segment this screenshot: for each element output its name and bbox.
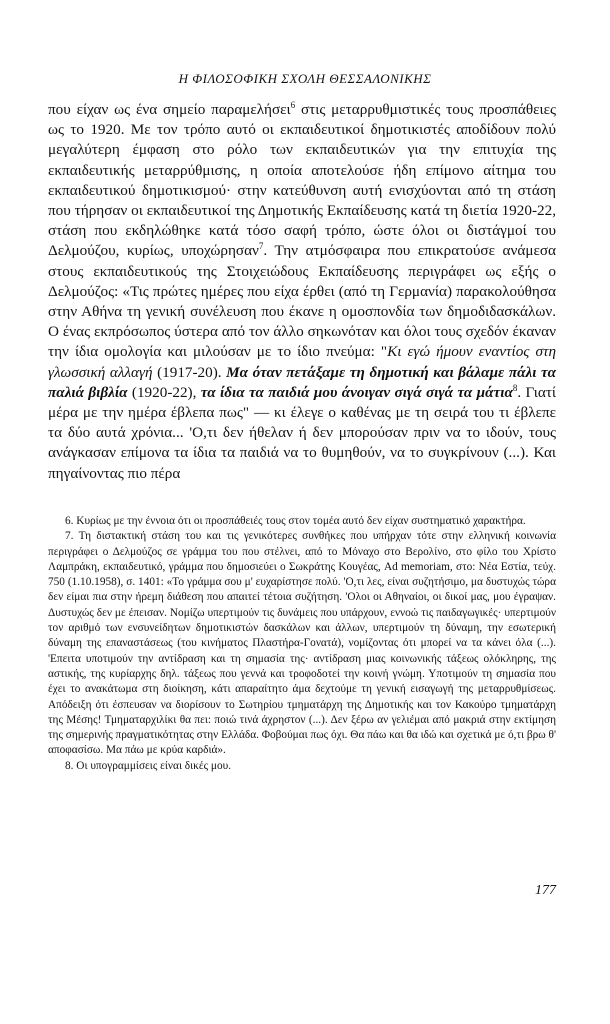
body-text-run: στις μεταρρυθμιστικές τους προσπάθειες ως το 1920. Με τον τρόπο αυτό οι εκπαιδευτικοί δημοτικιστές αποδίδουν πολύ μεγαλύτερη έμφαση στο ρόλο των εκπαιδευτικών για την επιτυχία της εκπαιδευτικής μεταρρύθμισης, η οποία αποτελούσε ήδη επίμονο αίτημα του εκπαιδευτικού δημοτικισμού· στην κατεύθυνση αυτή ενισχύονται από τη στάση που τήρησαν οι εκπαιδευτικοί της Δημοτικής Εκπαίδευσης κατά τη διετία 1920-22, στάση που εκδηλώθηκε κατά τόσο σαφή τρόπο, ώστε όλοι οι διστάγμοί του Δελμούζου, κυρίως, υποχώρησαν: [48, 101, 556, 260]
body-text-run: (1920-22),: [127, 383, 201, 401]
footnote-reference: 8: [512, 382, 518, 393]
footnote: 6. Κυρίως με την έννοια ότι οι προσπάθειές τους στον τομέα αυτό δεν είχαν συστηματικό χαρακτήρα.: [65, 515, 526, 527]
footnote: 7. Τη διστακτική στάση του και τις γενικότερες συνθήκες που υπήρχαν τότε στην ελληνική κοινωνία περιγράφει ο Δελμούζος σε γράμμα του που στέλνει, από το Μόναχο στο Βερολίνο, στο φίλο του Χρίστο Λαμπράκη, εκπαιδευτικό, γράμμα που δημοσιεύει ο Σωκράτης Κουγέας, Ad memoriam, στο: Νέα Εστία, τεύχ. 750 (1.10.1958), σ. 1401: «Το γράμμα σου μ' ευχαρίστησε πολύ. 'Ο,τι λες, είναι συζητήσιμο, μα δυστυχώς τώρα δεν είμαι πια στην ήρεμη διάθεση που απαιτεί τέτοια συζήτηση. 'Ολοι οι Αθηναίοι, οι δικοί μας, μου έγραψαν. Δυστυχώς δεν με έπεισαν. Νομίζω υπερτιμούν τις δυνάμεις που υπάρχουν, εννοώ τις παιδαγωγικές· υπερτιμούν τον αριθμό των ενσυνείδητων δημοτικιστών δασκάλων και άλλων, υπερτιμούν τη δύναμη, την εσωτερική δύναμη της επαναστάσεως (του κινήματος Πλαστήρα-Γονατά), νομίζοντας ότι μπορεί να τα κάνει όλα (...). 'Επειτα υποτιμούν την αντίδραση και τη σημασία της· αντίδραση μιας κοινωνικής τάξεως ολόκληρης, της αστικής, της κυρίαρχης δηλ. τάξεως που γεννά και τροφοδοτεί την κοινή γνώμη. Υποτιμούν τη σημασία που έχει το ανακάτωμα στη διοίκηση, κάτι απαραίτητο άμα δεχτούμε τη γενική εισαγωγή της μεταρρυθμίσεως. Απόδειξη ότι έσπευσαν να διορίσουν το Σωτηρίου τμηματάρχη της Δημοτικής και τον Κακούρο τμηματάρχη της Μέσης! Τμηματαρχιλίκι θα πει: ποιώ τινά άχρηστον (...). Δεν ξέρω αν γελιέμαι από μακριά στην εκτίμηση της σημερινής πραγματικότητας στην Ελλάδα. Φοβούμαι πως όχι. Θα πάω και θα ιδώ και σχετικά με ό,τι βρω θ' αποφασίσω. Μα πάω με κρύα καρδιά».: [48, 530, 556, 757]
footnote: 8. Οι υπογραμμίσεις είναι δικές μου.: [65, 759, 232, 772]
footnotes: [48, 514, 556, 774]
body-text-run: . Την ατμόσφαιρα που επικρατούσε ανάμεσα στους εκπαιδευτικούς της Στοιχειώδους Εκπαίδευσης περιγράφει ως εξής ο Δελμούζος: «Τις πρώτες ημέρες που είχα έρθει (από τη Γερμανία) παρακολούθησα στην Αθήνα τη γενική συνέλευση που έκανε η ομοσπονδία των δημοδιδασκάλων. Ο ένας εκπρόσωπος ύστερα από τον άλλο σηκωνόταν και όλοι τους σχεδόν έκαναν την ίδια ομολογία και μιλούσαν με το ίδιο πνεύμα: ": [48, 242, 557, 361]
body-text-run: . Γιατί μέρα με την ημέρα έβλεπα πως" — κι έλεγε ο καθένας με τη σειρά του τι έβλεπε τα δύο αυτά χρόνια... 'Ο,τι δεν ήθελαν ή δεν μπορούσαν πριν να το ιδούν, τους ανάγκασαν επίμονα τα ίδια τα παιδιά να το θυμηθούν, να το συγκρίνουν (...). Και πηγαίνοντας πιο πέρα: [48, 383, 557, 482]
body-paragraph: [48, 100, 556, 484]
body-text-run: (1917-20).: [152, 363, 227, 381]
body-text-run: που είχαν ως ένα σημείο παραμελήσει: [48, 101, 291, 118]
body-text: [48, 100, 556, 484]
footnote-reference: 7: [258, 241, 264, 252]
emphasized-quote: Μα όταν πετάξαμε τη δημοτική και βάλαμε πάλι τα παλιά βιβλία: [48, 363, 556, 401]
page-number: 177: [535, 883, 556, 898]
italic-quote: Κι εγώ ήμουν εναντίος στη γλωσσική αλλαγή: [48, 343, 556, 381]
footnote-reference: 6: [290, 99, 296, 110]
emphasized-quote: τα ίδια τα παιδιά μου άνοιγαν σιγά σιγά τα μάτια: [200, 383, 513, 401]
running-header: Η ΦΙΛΟΣΟΦΙΚΗ ΣΧΟΛΗ ΘΕΣΣΑΛΟΝΙΚΗΣ: [178, 71, 432, 86]
